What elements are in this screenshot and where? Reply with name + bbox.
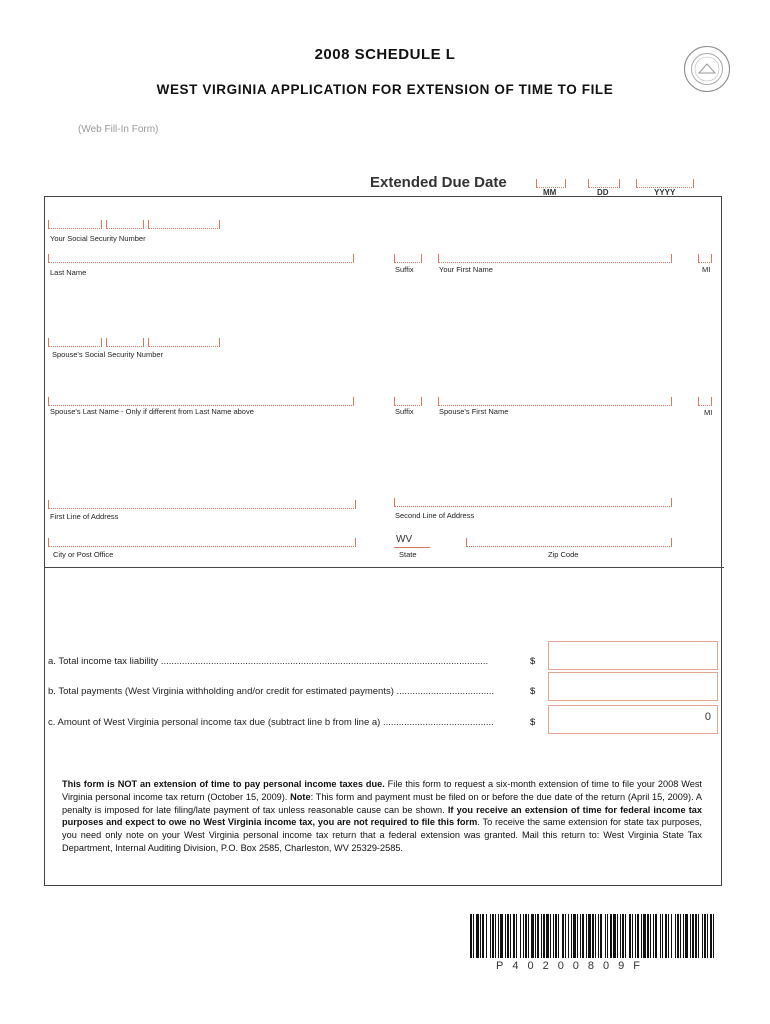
suffix-label: Suffix [395,265,414,274]
state-underline [394,547,430,548]
spouse-first-name-field[interactable] [438,397,672,406]
mi-label: MI [702,265,711,274]
spouse-ssn-part1-field[interactable] [48,338,102,347]
barcode-text: P40200809F [496,960,649,972]
notice-paragraph [62,778,702,855]
barcode-bar [713,914,714,958]
first-name-label: Your First Name [439,265,493,274]
ssn-label: Your Social Security Number [50,234,146,243]
address-line2-label: Second Line of Address [395,511,475,520]
due-date-dd-field[interactable] [588,179,620,188]
yyyy-label: YYYY [654,188,676,197]
spouse-ssn-label: Spouse's Social Security Number [52,350,164,359]
mi-field[interactable] [698,254,712,263]
section-divider [44,567,724,568]
suffix-field[interactable] [394,254,422,263]
address-line1-label: First Line of Address [50,512,119,521]
state-seal-icon [684,46,730,92]
notice-bold-2: Note [287,791,311,802]
ssn-part3-field[interactable] [148,220,220,229]
first-name-field[interactable] [438,254,672,263]
form-year-title: 2008 SCHEDULE L [314,46,456,63]
line-b-amount-field[interactable] [548,672,718,701]
spouse-last-name-label: Spouse's Last Name - Only if different from Last Name above [50,407,254,416]
line-b-label: b. Total payments (West Virginia withholding and/or credit for estimated payments) ..................................... [48,686,495,697]
spouse-mi-label: MI [704,408,713,417]
line-c-value: 0 [704,711,711,723]
spouse-suffix-label: Suffix [395,407,414,416]
notice-text-3: . To receive the same extension for state tax purposes, you need only note on your West Virginia personal income tax return that a federal extension was granted. Mail this return to: West Virginia State Tax Department, Internal Auditing Division, P.O. Box 2585, Charleston, WV 25329-2585. [62,817,702,853]
line-c-label: c. Amount of West Virginia personal income tax due (subtract line b from line a) .......................................... [48,717,494,728]
ssn-part1-field[interactable] [48,220,102,229]
line-b-dollar: $ [530,686,536,697]
line-a-amount-field[interactable] [548,641,718,670]
state-label: State [399,550,417,559]
line-a-label: a. Total income tax liability ............................................................................................................................ [48,656,489,667]
spouse-ssn-part3-field[interactable] [148,338,220,347]
dd-label: DD [597,188,609,197]
address-line1-field[interactable] [48,500,356,509]
spouse-mi-field[interactable] [698,397,712,406]
barcode [470,914,718,958]
last-name-field[interactable] [48,254,354,263]
ssn-part2-field[interactable] [106,220,144,229]
form-title: WEST VIRGINIA APPLICATION FOR EXTENSION OF TIME TO FILE [156,82,614,97]
zip-field[interactable] [466,538,672,547]
web-fill-in-note: (Web Fill-In Form) [78,124,159,135]
due-date-yyyy-field[interactable] [636,179,694,188]
notice-text-1: File this form to request a six-month extension of time to file your 2008 West Virginia personal income tax return (October 15, 2009). [62,779,702,802]
zip-label: Zip Code [548,550,579,559]
last-name-label: Last Name [50,268,87,277]
address-line2-field[interactable] [394,498,672,507]
notice-bold-3: If you receive an extension of time for federal income tax purposes and expect to owe no West Virginia income tax, you are not required to file this form [62,804,702,828]
state-value[interactable]: WV [396,534,413,545]
extended-due-date-label: Extended Due Date [370,174,507,191]
line-c-amount-field[interactable] [548,705,718,734]
spouse-first-name-label: Spouse's First Name [439,407,509,416]
city-label: City or Post Office [53,550,114,559]
spouse-last-name-field[interactable] [48,397,354,406]
line-a-dollar: $ [530,656,536,667]
city-field[interactable] [48,538,356,547]
spouse-ssn-part2-field[interactable] [106,338,144,347]
notice-bold-1: This form is NOT an extension of time to pay personal income taxes due. [62,779,385,789]
spouse-suffix-field[interactable] [394,397,422,406]
line-c-dollar: $ [530,717,536,728]
mm-label: MM [543,188,557,197]
due-date-mm-field[interactable] [536,179,566,188]
notice-text-2: : This form and payment must be filed on or before the due date of the return (April 15, 2009). A penalty is imposed for late filing/late payment of tax unless reasonable cause can be shown. [62,791,702,815]
